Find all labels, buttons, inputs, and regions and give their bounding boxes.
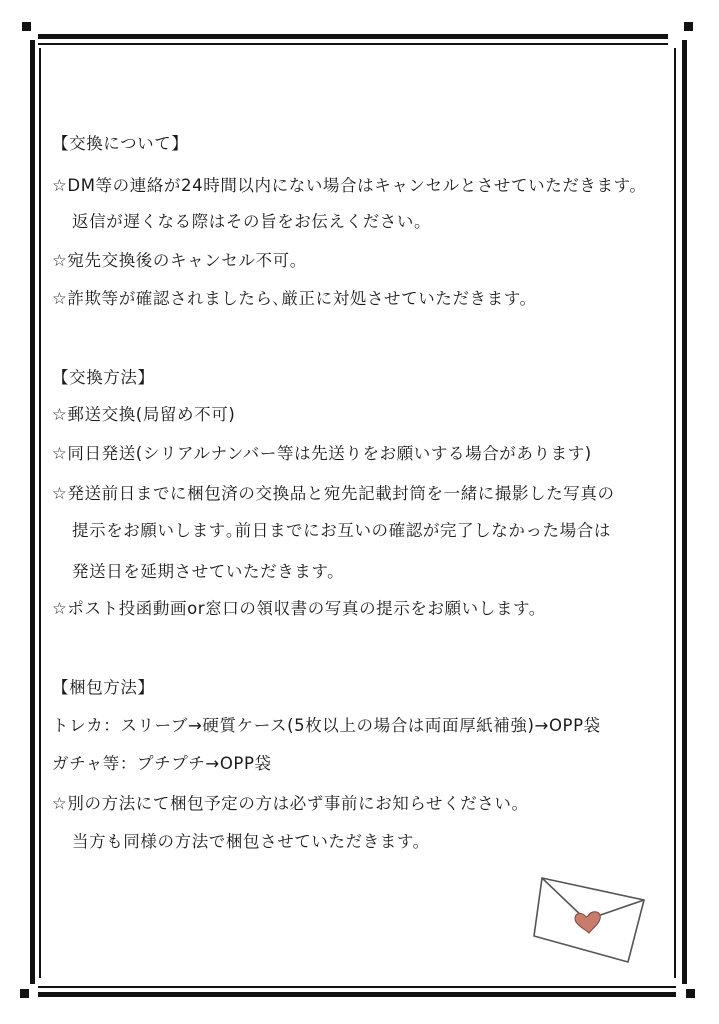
notice-line: 提示をお願いします｡前日までにお互いの確認が完了しなかった場合は: [72, 521, 611, 540]
notice-line: ☆発送前日までに梱包済の交換品と宛先記載封筒を一緒に撮影した写真の: [52, 484, 615, 503]
notice-line: ☆郵送交換(局留め不可): [52, 405, 236, 424]
section-heading: 【交換について】: [52, 134, 189, 153]
notice-line: ☆DM等の連絡が24時間以内にない場合はキャンセルとさせていただきます。: [52, 176, 647, 195]
frame-right-thin: [674, 48, 676, 978]
notice-line: ☆詐欺等が確認されましたら､厳正に対処させていただきます。: [52, 289, 537, 308]
notice-line: ☆同日発送(シリアルナンバー等は先送りをお願いする場合があります): [52, 444, 592, 463]
frame-right-thick: [682, 40, 687, 984]
notice-line: トレカ：スリーブ→硬質ケース(5枚以上の場合は両面厚紙補強)→OPP袋: [52, 716, 601, 735]
frame-top-thin: [38, 43, 668, 45]
notice-line: ☆ポスト投函動画or窓口の領収書の写真の提示をお願いします。: [52, 599, 546, 618]
notice-line: 当方も同様の方法で梱包させていただきます。: [72, 832, 430, 851]
corner-bottom-right: [686, 989, 695, 998]
notice-line: 返信が遅くなる際はその旨をお伝えください。: [72, 212, 432, 231]
notice-line: 発送日を延期させていただきます。: [72, 562, 345, 581]
corner-bottom-left: [20, 989, 29, 998]
frame-left-thin: [39, 48, 41, 978]
section-heading: 【梱包方法】: [52, 678, 155, 697]
corner-top-right: [684, 22, 693, 31]
frame-top-thick: [38, 34, 668, 39]
notice-line: ガチャ等：プチプチ→OPP袋: [52, 754, 272, 773]
section-heading: 【交換方法】: [52, 368, 155, 387]
frame-bottom-thick: [38, 992, 676, 997]
envelope-heart-icon: [532, 870, 652, 974]
notice-line: ☆宛先交換後のキャンセル不可。: [52, 251, 307, 270]
frame-bottom-thin: [38, 986, 676, 988]
frame-left-thick: [30, 40, 35, 984]
corner-top-left: [22, 22, 31, 31]
notice-line: ☆別の方法にて梱包予定の方は必ず事前にお知らせください。: [52, 794, 529, 813]
